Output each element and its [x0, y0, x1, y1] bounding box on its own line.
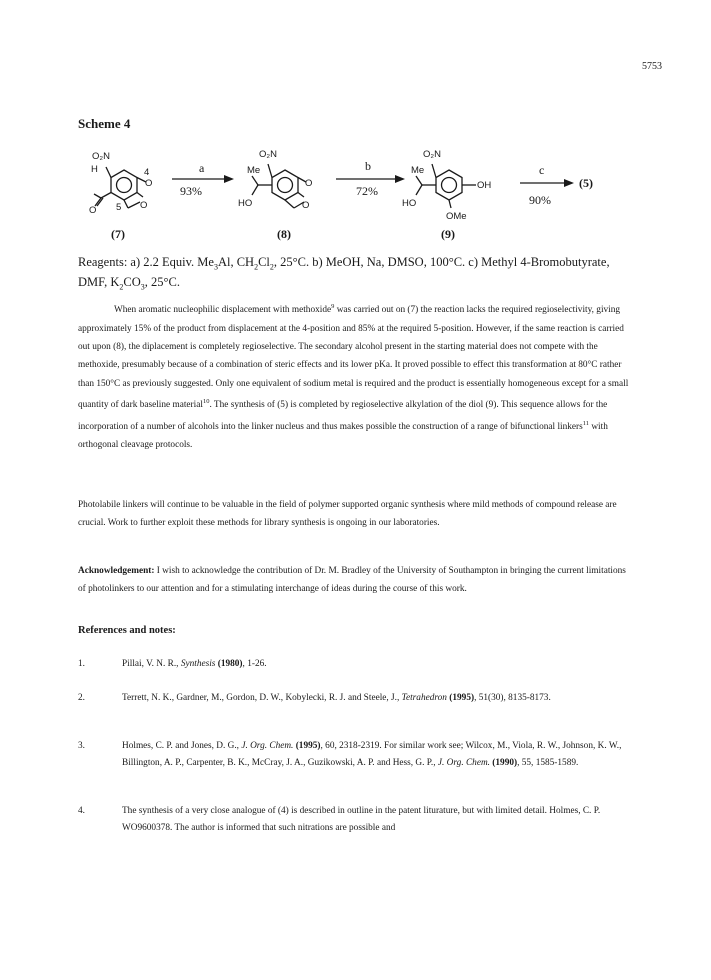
compound-9-label: (9) — [441, 227, 455, 241]
reference-item: 1. Pillai, V. N. R., Synthesis (1980), 1-26. — [78, 659, 267, 669]
yield-c: 90% — [529, 193, 551, 207]
yield-b: 72% — [356, 184, 378, 198]
reagents-caption: Reagents: a) 2.2 Equiv. $Me_3Al$, $CH_2Cl_2$, 25°C. b) MeOH, Na, DMSO, 100°C. c) Methyl 4-Bromobutyrate, DMF, $K_2CO_3$, 25°C. — [78, 255, 610, 291]
reaction-scheme — [0, 140, 711, 260]
page-number: 5753 — [642, 61, 662, 72]
dioxole-o-bottom-7: O — [140, 200, 148, 211]
reference-item: 4. The synthesis of a very close analogue of (4) is described in outline in the patent liturature, but with limited detail. Holmes, C. P. WO9600378. The author is informed that such nitrations are possible and — [78, 806, 601, 833]
ome-label-9: OMe — [446, 211, 467, 222]
dioxole-o-top-8: O — [305, 178, 313, 189]
h-label: H — [91, 164, 98, 175]
step-b-label: b — [365, 159, 371, 173]
ho-label-8: HO — [238, 198, 253, 209]
step-c-label: c — [539, 163, 545, 177]
body-paragraph-2: Photolabile linkers will continue to be valuable in the field of polymer supported organic synthesis where mild methods of compound release are crucial. Work to further exploit these methods for library synthesis is ongoing in our laboratories. — [78, 500, 617, 529]
me-label-9: Me — [411, 165, 425, 176]
dioxole-o-bottom-8: O — [302, 200, 310, 211]
nitro-label-9: O₂N — [423, 149, 441, 160]
body-paragraph-1: When aromatic nucleophilic displacement with methoxide$^9$ was carried out on (7) the reaction lacks the required regioselectivity, giving approximately 15% of the product from displacement at the 4-position and 85% at the required 5-position. However, if the same reaction is carried out upon (8), the diplacement is completely regioselective. The secondary alcohol present in the starting material does not compete with the methoxide, presumably because of a combination of steric effects and its lower pKa. It proved possible to effect this transformation at 80°C rather than 150°C as previously suggested. Only one equivalent of sodium metal is required and the product is essentially homogeneous except for a small quantity of dark baseline material$^{10}$. The synthesis of (5) is completed by regioselective alkylation of the diol (9). This sequence allows for the incorporation of a number of alcohols into the linker nucleus and thus makes possible the construction of a range of bifunctional linkers$^{11}$ with orthogonal cleavage protocols. — [78, 303, 629, 451]
reference-item: 3. Holmes, C. P. and Jones, D. G., J. Org. Chem. (1995), 60, 2318-2319. For similar work see; Wilcox, M., Viola, R. W., Johnson, K. W., Billington, A. P., Carpenter, B. K., McCray, J. A., Guzikowski, A. P. and Hess, G. P., J. Org. Chem. (1990), 55, 1585-1589. — [78, 741, 622, 768]
nitro-label-7: O₂N — [92, 151, 110, 162]
compound-5-label: (5) — [579, 176, 593, 190]
compound-8-label: (8) — [277, 227, 291, 241]
position-4-label: 4 — [144, 167, 150, 178]
acknowledgement-label: Acknowledgement: — [78, 566, 155, 576]
dioxole-o-top-7: O — [145, 178, 153, 189]
references-heading: References and notes: — [78, 625, 176, 636]
reference-item: 2. Terrett, N. K., Gardner, M., Gordon, D. W., Kobylecki, R. J. and Steele, J., Tetrahedron (1995), 51(30), 8135-8173. — [78, 693, 551, 703]
acknowledgement: Acknowledgement: I wish to acknowledge the contribution of Dr. M. Bradley of the University of Southampton in bringing the current limitations of photolinkers to our attention and for a stimulating interchange of ideas during the course of this work. — [78, 566, 626, 595]
scheme-title: Scheme 4 — [78, 116, 131, 131]
ho-label-9: HO — [402, 198, 417, 209]
compound-7-label: (7) — [111, 227, 125, 241]
yield-a: 93% — [180, 184, 202, 198]
position-5-label: 5 — [116, 202, 122, 213]
step-a-label: a — [199, 161, 205, 175]
me-label-8: Me — [247, 165, 261, 176]
carbonyl-o-label: O — [89, 205, 97, 216]
nitro-label-8: O₂N — [259, 149, 277, 160]
oh-label-9: OH — [477, 180, 492, 191]
